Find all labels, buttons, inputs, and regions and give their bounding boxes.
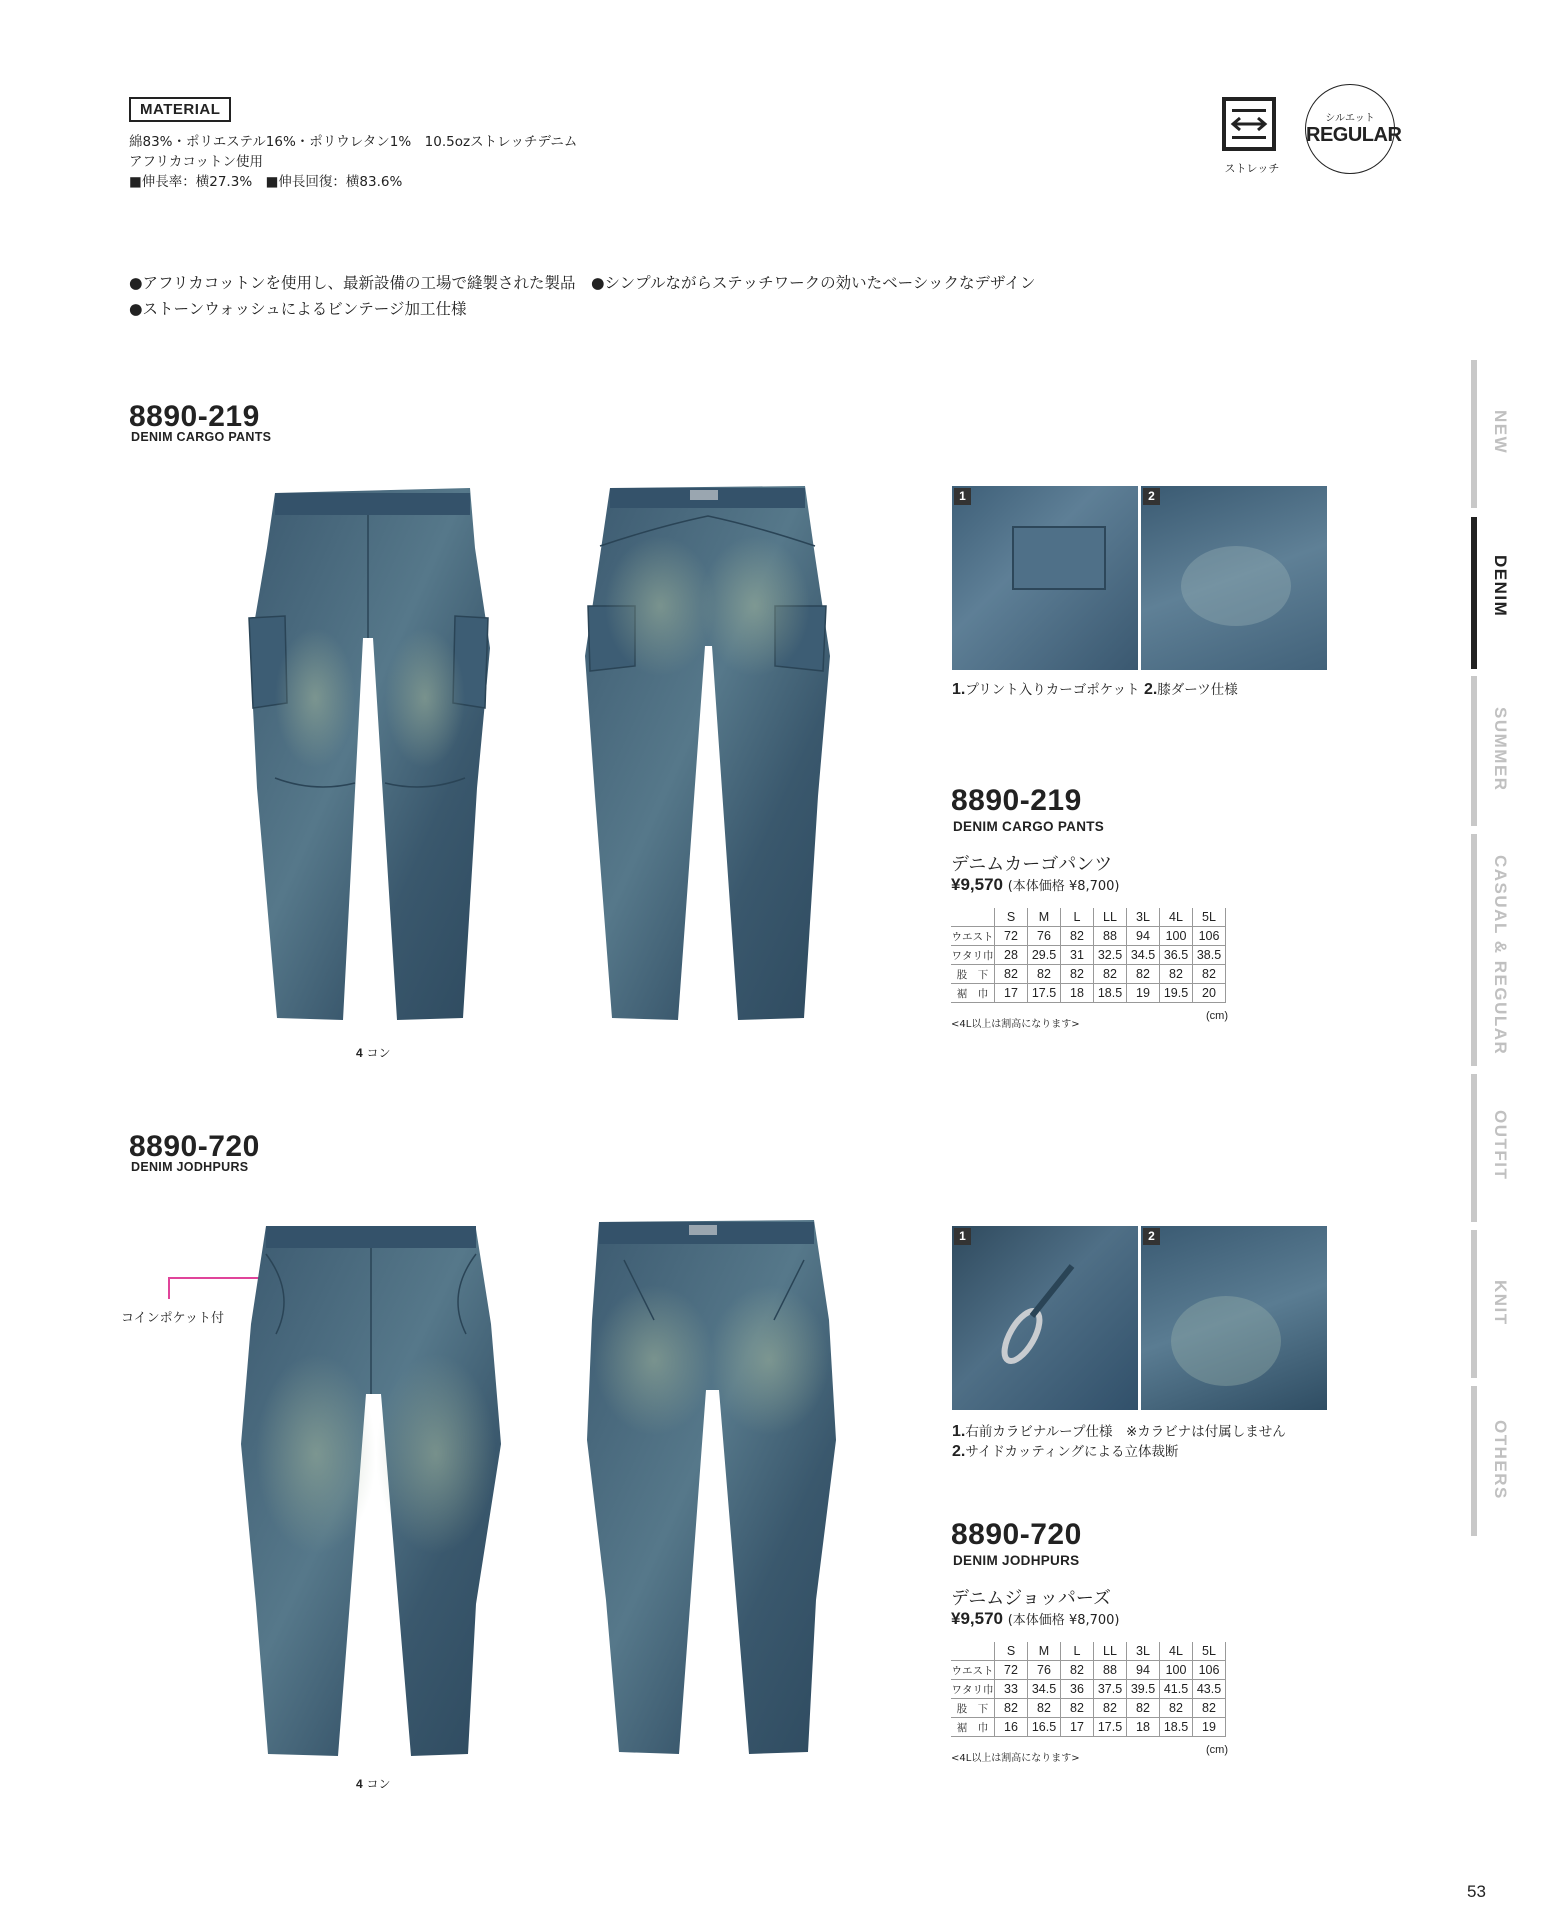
table-cell: 82 <box>1028 1699 1061 1718</box>
table-cell: 82 <box>1094 1699 1127 1718</box>
table-cell: 19.5 <box>1160 984 1193 1003</box>
product-code: 8890-219 <box>951 784 1082 817</box>
size-corner <box>951 1642 995 1661</box>
caption-num-2: 2. <box>1143 681 1158 698</box>
caption-num-1: 1. <box>952 681 966 698</box>
price-base: (本体価格 ¥8,700) <box>1007 879 1120 894</box>
table-cell: 41.5 <box>1160 1680 1193 1699</box>
table-cell: 34.5 <box>1127 946 1160 965</box>
feature-line-2: ●ストーンウォッシュによるビンテージ加工仕様 <box>129 300 467 318</box>
row-label: ウエスト <box>951 1661 995 1680</box>
table-cell: 38.5 <box>1193 946 1226 965</box>
size-corner <box>951 908 995 927</box>
size-table <box>951 908 1226 1003</box>
caption-num-1: 1. <box>952 1423 966 1440</box>
sidebar-item-denim[interactable]: DENIM <box>1491 555 1510 618</box>
table-cell: 82 <box>1061 1661 1094 1680</box>
table-cell: 88 <box>1094 927 1127 946</box>
table-cell: 19 <box>1127 984 1160 1003</box>
detail-caption <box>952 680 1238 700</box>
color-caption <box>356 1775 391 1792</box>
table-cell: 82 <box>1193 1699 1226 1718</box>
table-cell: 20 <box>1193 984 1226 1003</box>
size-cell: 3L <box>1127 908 1160 927</box>
table-cell: 36.5 <box>1160 946 1193 965</box>
table-cell: 82 <box>995 1699 1028 1718</box>
table-row <box>951 965 1226 984</box>
sidebar-tab-others-bar <box>1471 1386 1477 1536</box>
size-note: <4L以上は割高になります> <box>951 1019 1080 1030</box>
table-cell: 72 <box>995 927 1028 946</box>
size-cell: L <box>1061 908 1094 927</box>
product-price <box>951 1609 1120 1629</box>
table-cell: 94 <box>1127 927 1160 946</box>
size-cell: L <box>1061 1642 1094 1661</box>
caption-num-2: 2. <box>952 1443 966 1460</box>
row-label: ワタリ巾 <box>951 1680 995 1699</box>
caption-text-1: 右前カラビナループ仕様 ※カラビナは付属しません <box>965 1424 1286 1440</box>
row-label: 裾 巾 <box>951 1718 995 1737</box>
table-cell: 88 <box>1094 1661 1127 1680</box>
detail-badge-1: 1 <box>954 488 971 505</box>
size-unit: (cm) <box>1206 1010 1228 1022</box>
table-cell: 82 <box>1193 965 1226 984</box>
table-row <box>951 1661 1226 1680</box>
table-cell: 29.5 <box>1028 946 1061 965</box>
size-cell: S <box>995 908 1028 927</box>
sidebar-item-casual-regular[interactable]: CASUAL & REGULAR <box>1491 855 1510 1056</box>
detail-caption <box>952 1422 1286 1462</box>
size-cell: M <box>1028 908 1061 927</box>
table-cell: 17.5 <box>1094 1718 1127 1737</box>
sidebar-tab-casual-bar <box>1471 834 1477 1066</box>
jodhpurs-back-photo <box>584 1220 844 1760</box>
table-cell: 82 <box>1061 927 1094 946</box>
price-value: ¥9,570 <box>951 1609 1003 1628</box>
material-label: MATERIAL <box>129 97 231 122</box>
silhouette-label: シルエット <box>1325 113 1375 124</box>
caption-line-1 <box>952 1422 1286 1442</box>
table-cell: 16.5 <box>1028 1718 1061 1737</box>
detail-badge-1: 1 <box>954 1228 971 1245</box>
table-cell: 82 <box>1061 1699 1094 1718</box>
row-label: 股 下 <box>951 1699 995 1718</box>
caption-text-1: プリント入りカーゴポケット <box>965 682 1140 698</box>
stretch-label: ストレッチ <box>1224 162 1280 175</box>
size-cell: M <box>1028 1642 1061 1661</box>
product-name-en: DENIM CARGO PANTS <box>953 819 1105 834</box>
table-cell: 17 <box>1061 1718 1094 1737</box>
product-code: 8890-720 <box>951 1518 1082 1551</box>
table-cell: 82 <box>1094 965 1127 984</box>
detail-image-cargo-pocket <box>952 486 1138 670</box>
table-row <box>951 984 1226 1003</box>
size-header-row <box>951 908 1226 927</box>
table-cell: 82 <box>1028 965 1061 984</box>
table-cell: 82 <box>1127 965 1160 984</box>
size-note: <4L以上は割高になります> <box>951 1753 1080 1764</box>
table-cell: 18.5 <box>1094 984 1127 1003</box>
detail-badge-2: 2 <box>1143 1228 1160 1245</box>
table-cell: 82 <box>1061 965 1094 984</box>
color-caption <box>356 1044 391 1061</box>
sidebar-tab-summer-bar <box>1471 676 1477 826</box>
material-stretch-rates: ■伸長率：横27.3% ■伸長回復：横83.6% <box>129 174 403 190</box>
detail-image-carabiner-loop <box>952 1226 1138 1410</box>
row-label: 股 下 <box>951 965 995 984</box>
table-cell: 33 <box>995 1680 1028 1699</box>
caption-text-2: サイドカッティングによる立体裁断 <box>965 1444 1179 1460</box>
detail-badge-2: 2 <box>1143 488 1160 505</box>
table-cell: 34.5 <box>1028 1680 1061 1699</box>
jodhpurs-front-photo <box>236 1224 506 1764</box>
table-row <box>951 927 1226 946</box>
sidebar-tab-knit-bar <box>1471 1230 1477 1378</box>
size-cell: 4L <box>1160 1642 1193 1661</box>
color-name: コン <box>366 1046 391 1060</box>
sidebar-item-others[interactable]: OTHERS <box>1491 1420 1510 1500</box>
table-cell: 37.5 <box>1094 1680 1127 1699</box>
sidebar-item-outfit[interactable]: OUTFIT <box>1491 1110 1510 1181</box>
size-cell: 3L <box>1127 1642 1160 1661</box>
table-cell: 43.5 <box>1193 1680 1226 1699</box>
row-label: 裾 巾 <box>951 984 995 1003</box>
size-cell: LL <box>1094 1642 1127 1661</box>
size-cell: LL <box>1094 908 1127 927</box>
product-code-heading: 8890-219 <box>129 400 260 433</box>
table-cell: 106 <box>1193 927 1226 946</box>
table-cell: 16 <box>995 1718 1028 1737</box>
product-name-jp: デニムジョッパーズ <box>951 1588 1112 1609</box>
table-cell: 31 <box>1061 946 1094 965</box>
color-number: 4 <box>356 1046 363 1060</box>
product-price <box>951 875 1120 895</box>
size-cell: 4L <box>1160 908 1193 927</box>
table-row <box>951 1680 1226 1699</box>
caption-line-2 <box>952 1442 1286 1462</box>
row-label: ウエスト <box>951 927 995 946</box>
material-cotton: アフリカコットン使用 <box>129 154 264 170</box>
table-cell: 76 <box>1028 927 1061 946</box>
table-cell: 28 <box>995 946 1028 965</box>
table-cell: 18 <box>1061 984 1094 1003</box>
sidebar-item-knit[interactable]: KNIT <box>1491 1280 1510 1326</box>
table-cell: 39.5 <box>1127 1680 1160 1699</box>
feature-line-1: ●アフリカコットンを使用し、最新設備の工場で縫製された製品 ●シンプルながらステッチワークの効いたベーシックなデザイン <box>129 274 1036 292</box>
callout-line-vertical <box>168 1277 170 1299</box>
feature-list <box>129 270 1035 322</box>
row-label: ワタリ巾 <box>951 946 995 965</box>
table-cell: 76 <box>1028 1661 1061 1680</box>
sidebar-item-new[interactable]: NEW <box>1491 410 1510 455</box>
size-cell: 5L <box>1193 1642 1226 1661</box>
size-unit: (cm) <box>1206 1744 1228 1756</box>
cargo-pants-back-photo <box>580 486 840 1026</box>
stretch-icon <box>1222 97 1276 151</box>
product-name-jp: デニムカーゴパンツ <box>951 854 1113 875</box>
size-header-row <box>951 1642 1226 1661</box>
table-cell: 32.5 <box>1094 946 1127 965</box>
product-name-heading: DENIM CARGO PANTS <box>131 430 272 444</box>
detail-image-knee-darts <box>1141 486 1327 670</box>
table-cell: 72 <box>995 1661 1028 1680</box>
sidebar-tab-denim-bar <box>1471 517 1477 669</box>
table-row <box>951 1699 1226 1718</box>
table-cell: 106 <box>1193 1661 1226 1680</box>
size-table <box>951 1642 1226 1737</box>
table-cell: 82 <box>1127 1699 1160 1718</box>
material-composition: 綿83%・ポリエステル16%・ポリウレタン1% 10.5ozストレッチデニム <box>129 134 578 150</box>
table-cell: 17 <box>995 984 1028 1003</box>
product-code-heading: 8890-720 <box>129 1130 260 1163</box>
coin-pocket-callout: コインポケット付 <box>121 1311 224 1326</box>
size-cell: 5L <box>1193 908 1226 927</box>
page-number: 53 <box>1467 1882 1486 1901</box>
table-cell: 17.5 <box>1028 984 1061 1003</box>
detail-image-side-cutting <box>1141 1226 1327 1410</box>
table-cell: 18.5 <box>1160 1718 1193 1737</box>
color-name: コン <box>366 1777 391 1791</box>
size-cell: S <box>995 1642 1028 1661</box>
price-base: (本体価格 ¥8,700) <box>1007 1613 1120 1628</box>
table-cell: 82 <box>1160 965 1193 984</box>
sidebar-tab-outfit-bar <box>1471 1074 1477 1222</box>
caption-text-2: 膝ダーツ仕様 <box>1157 682 1238 698</box>
table-cell: 36 <box>1061 1680 1094 1699</box>
cargo-pants-front-photo <box>245 488 495 1028</box>
product-name-heading: DENIM JODHPURS <box>131 1160 249 1174</box>
sidebar-tab-new-bar <box>1471 360 1477 508</box>
table-row <box>951 946 1226 965</box>
table-cell: 18 <box>1127 1718 1160 1737</box>
table-cell: 100 <box>1160 927 1193 946</box>
table-cell: 94 <box>1127 1661 1160 1680</box>
table-row <box>951 1718 1226 1737</box>
color-number: 4 <box>356 1777 363 1791</box>
table-cell: 100 <box>1160 1661 1193 1680</box>
table-cell: 82 <box>1160 1699 1193 1718</box>
silhouette-type: REGULAR <box>1306 124 1402 146</box>
sidebar-item-summer[interactable]: SUMMER <box>1491 707 1510 792</box>
product-name-en: DENIM JODHPURS <box>953 1553 1080 1568</box>
silhouette-badge <box>1305 84 1402 174</box>
price-value: ¥9,570 <box>951 875 1003 894</box>
table-cell: 19 <box>1193 1718 1226 1737</box>
table-cell: 82 <box>995 965 1028 984</box>
